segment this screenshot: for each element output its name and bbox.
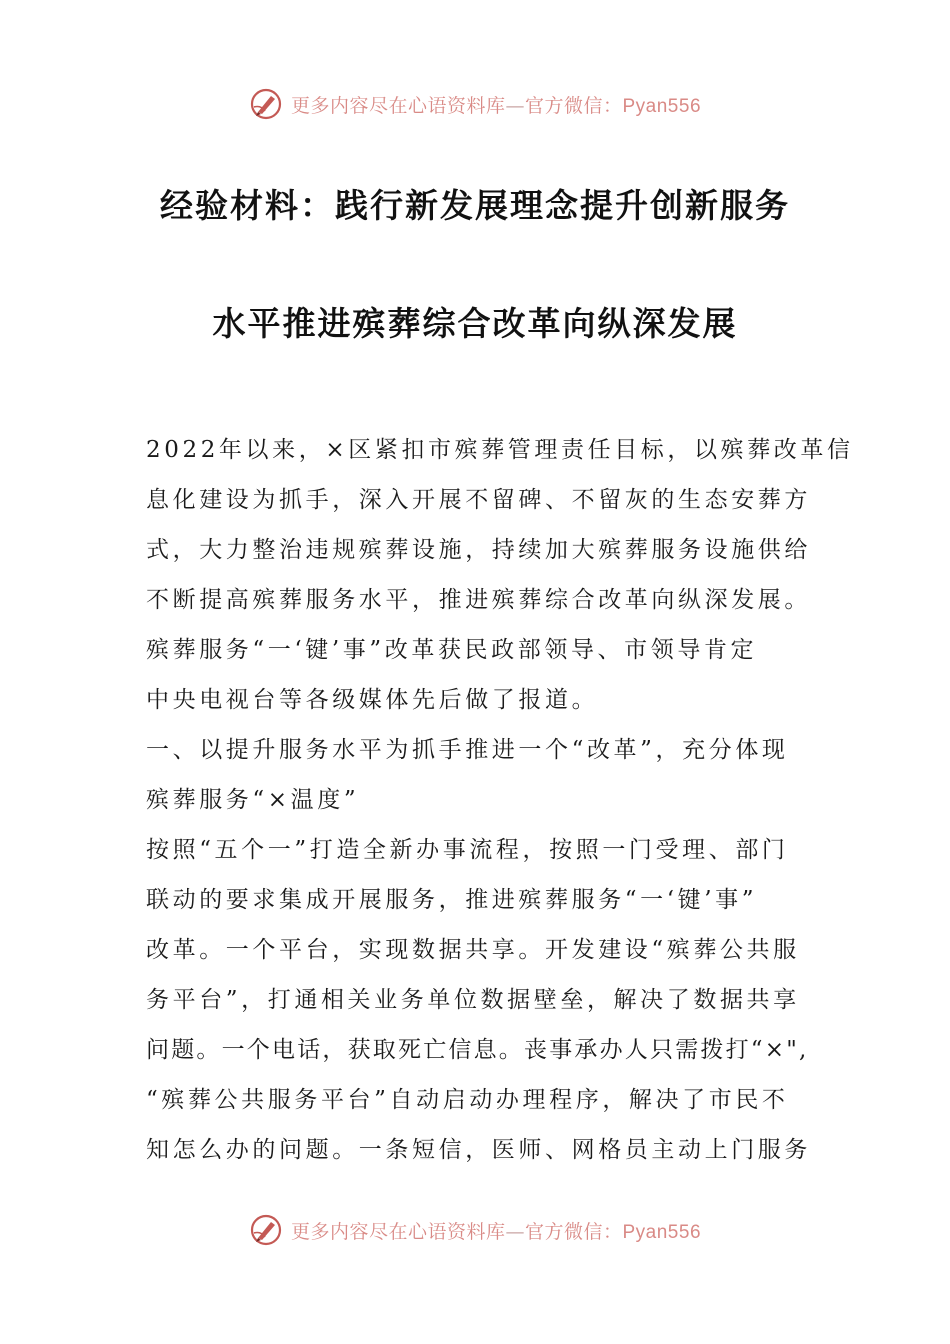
document-body	[146, 425, 854, 1175]
watermark-separator: —	[505, 94, 525, 117]
watermark-text	[291, 91, 701, 118]
body-line: 联动的要求集成开展服务，推进殡葬服务“一‘键’事”	[146, 887, 758, 913]
body-line: 式，大力整治违规殡葬设施，持续加大殡葬服务设施供给	[146, 537, 811, 563]
header-watermark	[0, 84, 950, 124]
document-title-line-2: 水平推进殡葬综合改革向纵深发展	[212, 304, 738, 343]
body-line: 改革。一个平台，实现数据共享。开发建设“殡葬公共服	[146, 937, 800, 963]
watermark-wechat-id: Pyan556	[622, 1221, 702, 1243]
body-line: 殡葬服务“一‘键’事”改革获民政部领导、市领导肯定	[146, 637, 758, 663]
watermark-wechat-id: Pyan556	[622, 95, 702, 117]
body-line: 息化建设为抓手，深入开展不留碑、不留灰的生态安葬方	[146, 487, 811, 513]
watermark-main: 更多内容尽在心语资料库	[290, 94, 506, 117]
watermark-label: 官方微信：	[524, 1220, 623, 1243]
body-line: 不断提高殡葬服务水平，推进殡葬综合改革向纵深发展。	[146, 587, 811, 613]
watermark-main: 更多内容尽在心语资料库	[290, 1220, 506, 1243]
watermark-separator: —	[505, 1220, 525, 1243]
footer-watermark	[0, 1210, 950, 1250]
watermark-label: 官方微信：	[524, 94, 623, 117]
body-line: 按照“五个一”打造全新办事流程，按照一门受理、部门	[146, 837, 789, 863]
pen-logo-icon	[249, 1213, 283, 1247]
pen-logo-icon	[249, 87, 283, 121]
body-line: 务平台”，打通相关业务单位数据壁垒，解决了数据共享	[146, 987, 800, 1013]
body-line: “殡葬公共服务平台”自动启动办理程序，解决了市民不	[146, 1087, 789, 1113]
body-line: 问题。一个电话，获取死亡信息。丧事承办人只需拨打“×",	[146, 1037, 809, 1063]
section-heading-line: 一、以提升服务水平为抓手推进一个“改革”，充分体现	[146, 737, 789, 763]
section-heading-line: 殡葬服务“×温度”	[146, 787, 360, 813]
body-line: 知怎么办的问题。一条短信，医师、网格员主动上门服务	[146, 1137, 811, 1163]
body-line: 2022年以来，×区紧扣市殡葬管理责任目标，以殡葬改革信	[146, 437, 854, 463]
document-title-line-1: 经验材料：践行新发展理念提升创新服务	[160, 186, 790, 225]
watermark-text	[291, 1217, 701, 1244]
body-line: 中央电视台等各级媒体先后做了报道。	[146, 687, 599, 713]
